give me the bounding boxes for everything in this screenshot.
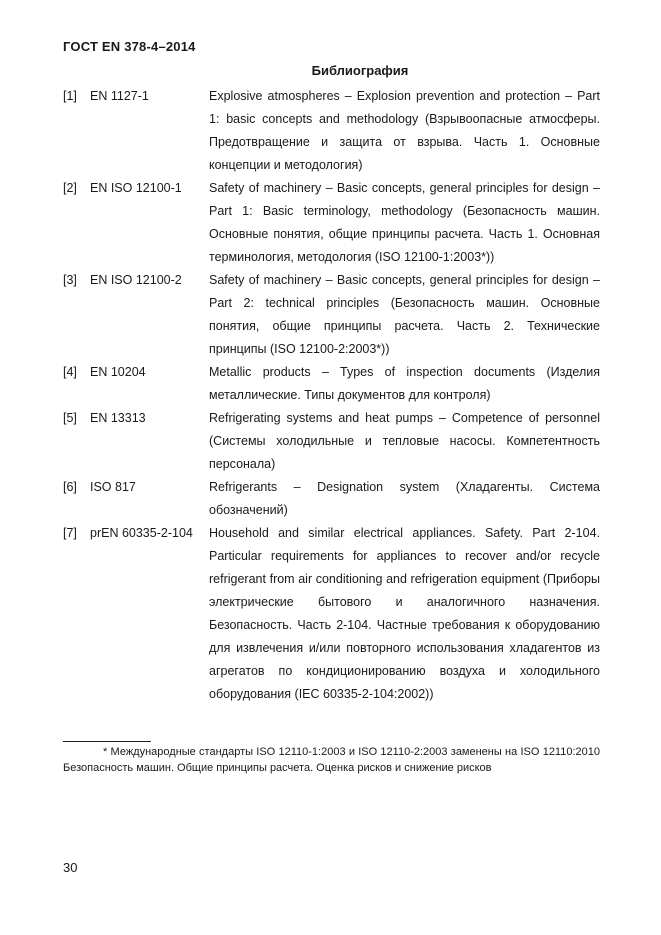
bibliography-entry <box>63 407 600 476</box>
entry-standard: EN 1127-1 <box>90 89 149 103</box>
bibliography-entry <box>63 476 600 522</box>
entry-number: [1] <box>63 89 77 103</box>
bibliography-entry <box>63 269 600 361</box>
entry-standard: prEN 60335-2-104 <box>90 526 193 540</box>
entry-standard: ISO 817 <box>90 480 136 494</box>
entry-standard: EN ISO 12100-1 <box>90 181 182 195</box>
footnote: * Международные стандарты ISO 12110-1:2003 и ISO 12110-2:2003 заменены на ISO 12110:2010 Безопасность машин. Общие принципы расчета. Оценка рисков и снижение рисков <box>63 746 600 774</box>
entry-description: Refrigerating systems and heat pumps – Competence of personnel (Системы холодильные и тепловые насосы. Компетентность персонала) <box>209 411 600 471</box>
entry-number: [4] <box>63 365 77 379</box>
entry-description: Safety of machinery – Basic concepts, general principles for design – Part 1: Basic terminology, methodology (Безопасность машин. Основные понятия, общие принципы расчета. Часть 1. Основная терминология, методология (ISO 12100-1:2003*)) <box>209 181 600 264</box>
bibliography-entry <box>63 177 600 269</box>
bibliography-entry <box>63 522 600 706</box>
bibliography-list <box>63 85 600 706</box>
entry-description: Safety of machinery – Basic concepts, general principles for design – Part 2: technical principles (Безопасность машин. Основные понятия, общие принципы расчета. Часть 2. Технические принципы (ISO 12100-2:2003*)) <box>209 273 600 356</box>
entry-number: [3] <box>63 273 77 287</box>
entry-description: Metallic products – Types of inspection documents (Изделия металлические. Типы документов для контроля) <box>209 365 600 402</box>
entry-number: [2] <box>63 181 77 195</box>
entry-description: Household and similar electrical appliances. Safety. Part 2-104. Particular requirements for appliances to recover and/or recycle refrigerant from air conditioning and refrigeration equipment (Приборы электрические бытового и аналогичного назначения. Безопасность. Часть 2-104. Частные требования к оборудованию для извлечения и/или повторного использования хладагентов из агрегатов по кондиционированию воздуха и холодильного оборудования (IEC 60335-2-104:2002)) <box>209 526 600 701</box>
document-header: ГОСТ EN 378-4–2014 <box>63 39 196 54</box>
entry-number: [5] <box>63 411 77 425</box>
entry-number: [7] <box>63 526 77 540</box>
page-number: 30 <box>63 860 78 875</box>
entry-number: [6] <box>63 480 77 494</box>
footnote-divider <box>63 741 151 742</box>
entry-standard: EN 10204 <box>90 365 146 379</box>
entry-description: Explosive atmospheres – Explosion prevention and protection – Part 1: basic concepts and methodology (Взрывоопасные атмосферы. Предотвращение и защита от взрыва. Часть 1. Основные концепции и методология) <box>209 89 600 172</box>
bibliography-title: Библиография <box>311 63 409 78</box>
entry-standard: EN ISO 12100-2 <box>90 273 182 287</box>
entry-standard: EN 13313 <box>90 411 146 425</box>
bibliography-entry <box>63 85 600 177</box>
entry-description: Refrigerants – Designation system (Хладагенты. Система обозначений) <box>209 480 600 517</box>
bibliography-entry <box>63 361 600 407</box>
